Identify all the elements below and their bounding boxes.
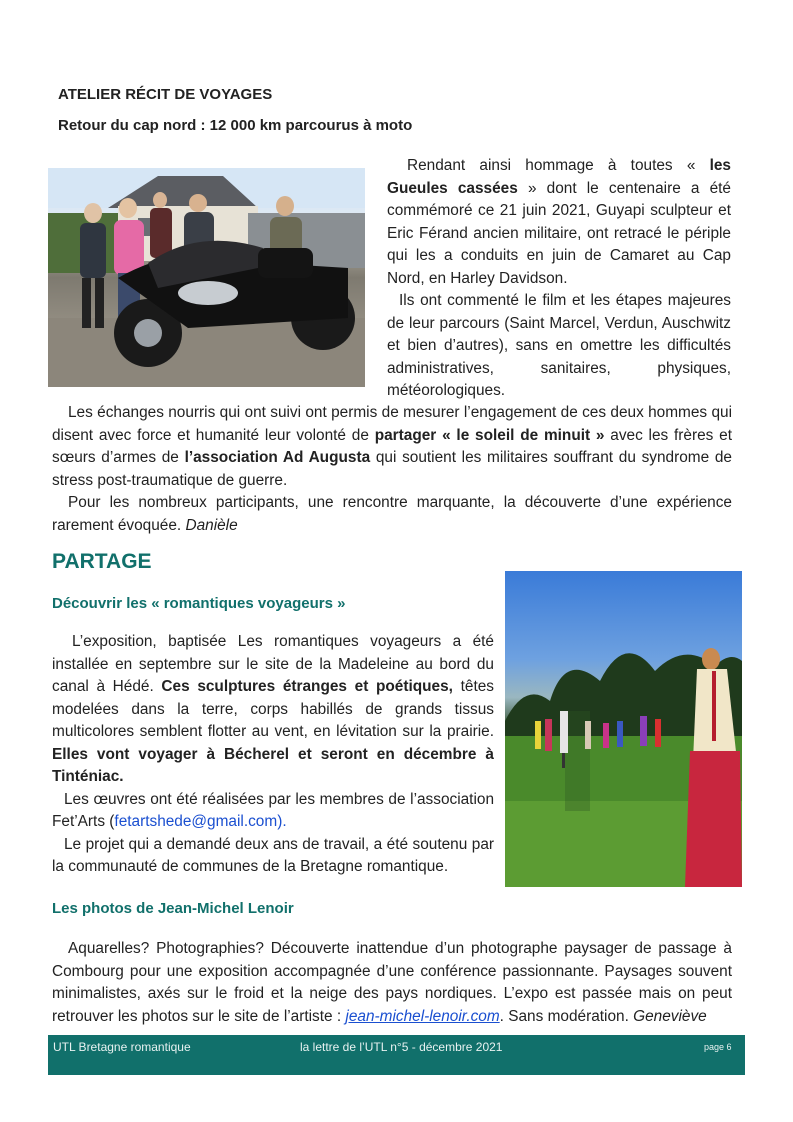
paragraph-participants: Pour les nombreux participants, une rencontre marquante, la découverte d’une expérience rarement évoquée. Danièle — [52, 494, 732, 534]
section-subtitle-cap-nord: Retour du cap nord : 12 000 km parcourus à moto — [58, 117, 413, 134]
paragraph-projet: Le projet qui a demandé deux ans de travail, a été soutenu par la communauté de communes de la Bretagne romantique. — [52, 835, 494, 875]
motorcycle-group-photo — [48, 168, 365, 387]
page-footer — [48, 1035, 745, 1075]
paragraph-oeuvres: Les œuvres ont été réalisées par les membres de l’association Fet’Arts (fetartshede@gmail.com). — [52, 790, 494, 830]
email-link[interactable]: fetartshede@gmail.com — [114, 813, 278, 830]
section-title-atelier: ATELIER RÉCIT DE VOYAGES — [58, 86, 273, 103]
paragraph-aquarelles: Aquarelles? Photographies? Découverte inattendue d’un photographe paysager de passage à Combourg pour une exposition accompagnée d’une conférence passionnante. Paysages souvent minimalistes, axés sur le froid et la neige des pays nordiques. L’expo est passée mais on peut retrouver les photos sur le site de l’artiste : jean-michel-lenoir.com. Sans modération. Geneviève — [52, 940, 732, 1025]
lenoir-block — [52, 938, 732, 1028]
footer-issue-info: la lettre de l’UTL n°5 - décembre 2021 — [300, 1040, 503, 1054]
lenoir-website-link[interactable]: jean-michel-lenoir.com — [345, 1007, 500, 1025]
author-daniele: Danièle — [185, 516, 238, 534]
sculptures-photo — [505, 571, 742, 887]
paragraph-film: Ils ont commenté le film et les étapes majeures de leur parcours (Saint Marcel, Verdun, Auschwitz et bien d’autres), sans en omettre les difficultés administratives, sanitaires, physiques, météorologiques. — [387, 292, 731, 399]
paragraph-hommage: Rendant ainsi hommage à toutes « les Gueules cassées » dont le centenaire a été commémoré ce 21 juin 2021, Guyapi sculpteur et Eric Férand ancien militaire, ont retracé le périple qui les a conduits en juin de Camaret au Cap Nord, en Harley Davidson. — [387, 157, 731, 287]
section-subtitle-romantiques: Découvrir les « romantiques voyageurs » — [52, 595, 346, 612]
author-genevieve: Geneviève — [633, 1007, 707, 1025]
footer-page-number: page 6 — [704, 1042, 732, 1052]
section-title-partage: PARTAGE — [52, 550, 152, 573]
section-subtitle-lenoir: Les photos de Jean-Michel Lenoir — [52, 900, 294, 917]
footer-org-name: UTL Bretagne romantique — [53, 1040, 191, 1054]
paragraph-exposition: L’exposition, baptisée Les romantiques voyageurs a été installée en septembre sur le site de la Madeleine au bord du canal à Hédé. Ces sculptures étranges et poétiques, têtes modelées dans la terre, corps habillés de grands tissus multicolores semblent flotter au vent, en lévitation sur la prairie. Elles vont voyager à Bécherel et seront en décembre à Tinténiac. — [52, 633, 494, 785]
romantiques-block — [52, 631, 494, 879]
paragraph-echanges: Les échanges nourris qui ont suivi ont permis de mesurer l’engagement de ces deux hommes qui disent avec force et humanité leur volonté de partager « le soleil de minuit » avec les frères et sœurs d’armes de l’association Ad Augusta qui soutient les militaires souffrant du syndrome de stress post-traumatique de guerre. — [52, 404, 732, 489]
article-intro-block — [387, 155, 731, 403]
sculptures-photo-drawing — [505, 571, 742, 887]
article-body-block — [52, 402, 732, 537]
motorcycle-photo-drawing — [48, 168, 365, 387]
